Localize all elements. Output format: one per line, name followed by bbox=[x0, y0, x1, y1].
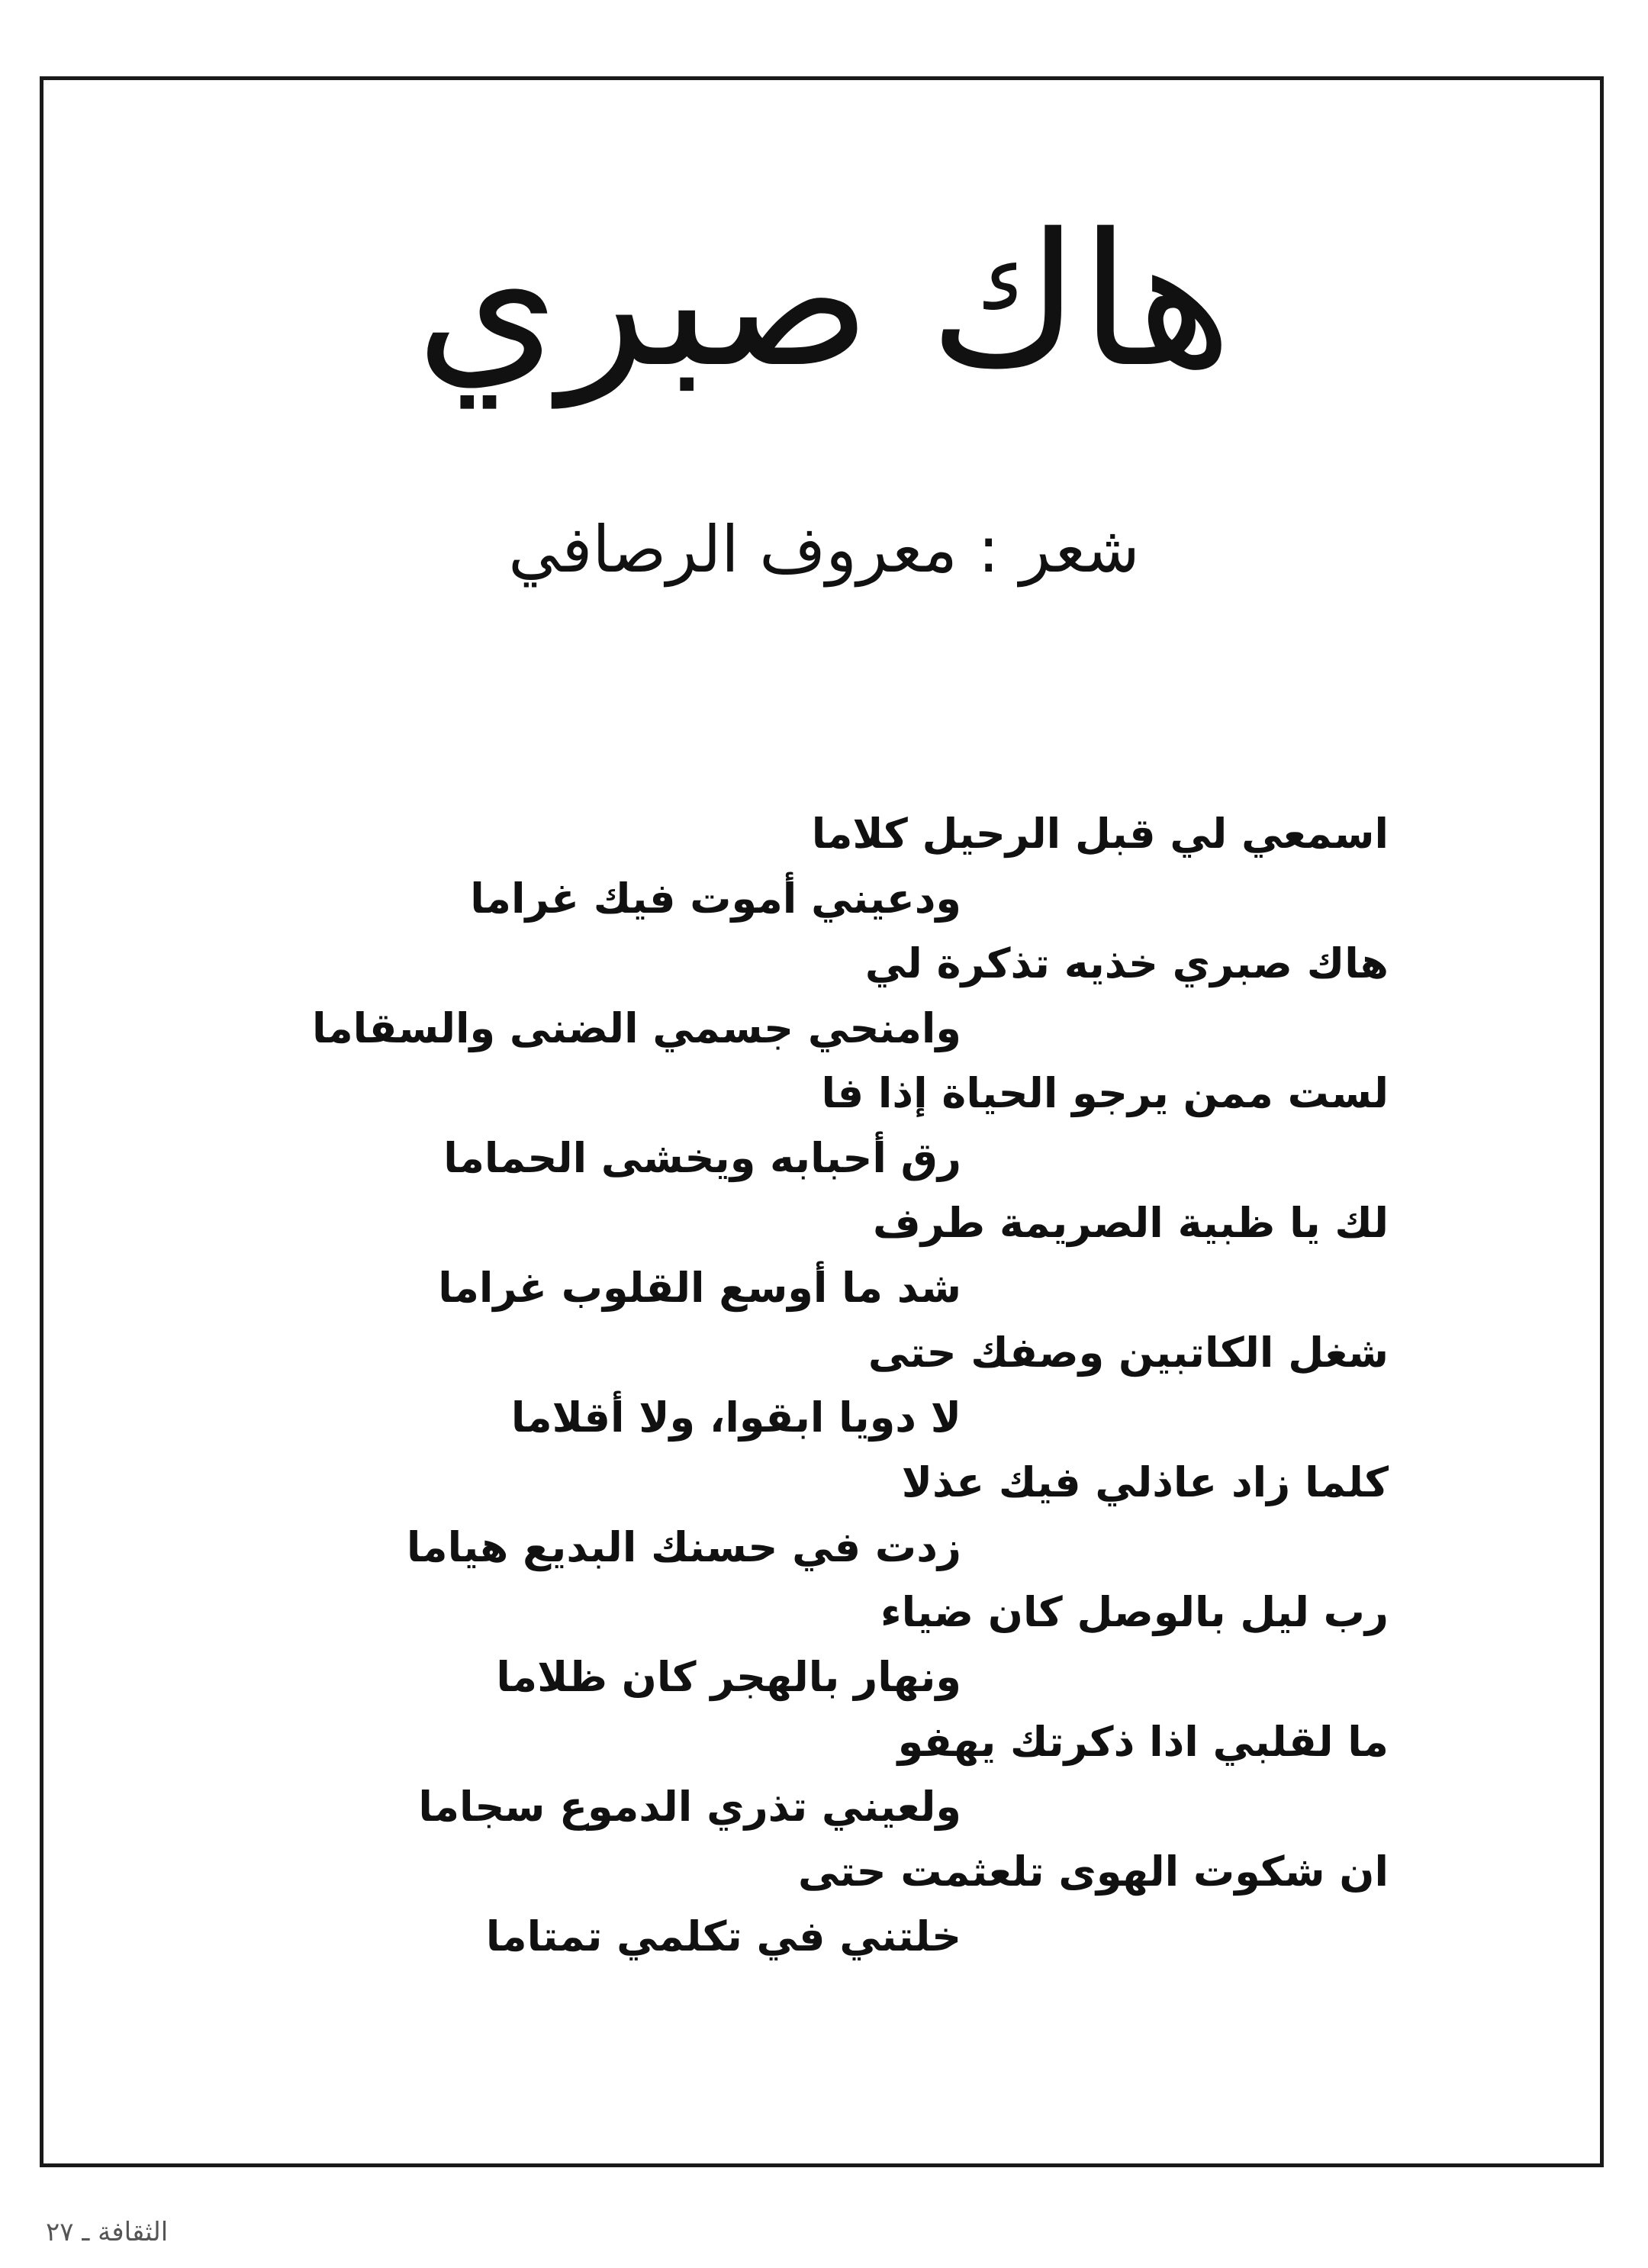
verse-line: لست ممن يرجو الحياة إذا فا bbox=[821, 1069, 1389, 1117]
verse-line: خلتني في تكلمي تمتاما bbox=[485, 1912, 961, 1960]
verse-line: اسمعي لي قبل الرحيل كلاما bbox=[811, 810, 1389, 858]
verse-line: ولعيني تذري الدموع سجاما bbox=[418, 1783, 961, 1831]
page-footer: الثقافة ـ ٢٧ bbox=[46, 2217, 169, 2247]
poet-byline: شعر : معروف الرصافي bbox=[508, 512, 1140, 587]
verse-line: رب ليل بالوصل كان ضياء bbox=[880, 1588, 1389, 1636]
verse-line: لا دويا ابقوا، ولا أقلاما bbox=[510, 1393, 961, 1442]
verse-line: ما لقلبي اذا ذكرتك يهفو bbox=[897, 1718, 1389, 1766]
verse-line: هاك صبري خذيه تذكرة لي bbox=[864, 939, 1389, 987]
verse-line: شغل الكاتبين وصفك حتى bbox=[867, 1329, 1389, 1377]
verse-line: ان شكوت الهوى تلعثمت حتى bbox=[797, 1848, 1389, 1896]
poem-title: هاك صبري bbox=[415, 194, 1233, 408]
verse-line: وامنحي جسمي الضنى والسقاما bbox=[311, 1004, 961, 1052]
poem-body bbox=[244, 801, 1389, 1969]
verse-line: رق أحبابه ويخشى الحماما bbox=[443, 1134, 961, 1182]
verse-line: زدت في حسنك البديع هياما bbox=[406, 1523, 961, 1571]
verse-line: ودعيني أموت فيك غراما bbox=[470, 875, 961, 923]
verse-line: لك يا ظبية الصريمة طرف bbox=[872, 1199, 1389, 1247]
verse-line: شد ما أوسع القلوب غراما bbox=[438, 1264, 961, 1312]
verse-line: كلما زاد عاذلي فيك عذلا bbox=[901, 1458, 1389, 1506]
verse-line: ونهار بالهجر كان ظلاما bbox=[496, 1653, 961, 1701]
